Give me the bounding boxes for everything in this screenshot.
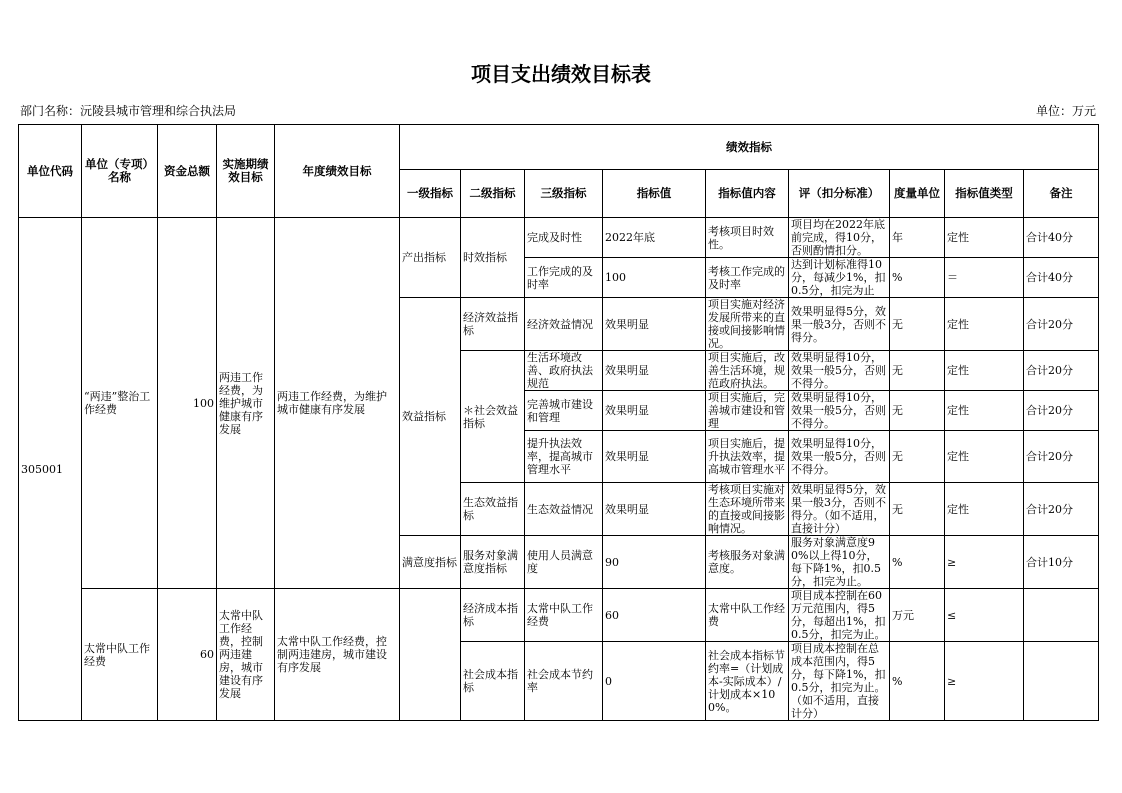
remark-cell: 合计40分 xyxy=(1024,218,1099,258)
unit-cell: 无 xyxy=(890,391,945,431)
remark-cell: 合计40分 xyxy=(1024,258,1099,298)
type-cell: 定性 xyxy=(945,351,1024,391)
period-goal-cell: 太常中队工作经费，控制两违建房，城市建设有序发展 xyxy=(217,589,275,721)
level2-cell: 服务对象满意度指标 xyxy=(461,536,525,589)
period-goal-cell: 两违工作经费，为维护城市健康有序发展 xyxy=(217,218,275,589)
amount-cell: 60 xyxy=(158,589,217,721)
level3-cell: 完成及时性 xyxy=(525,218,603,258)
content-cell: 太常中队工作经费 xyxy=(706,589,789,642)
level3-cell: 工作完成的及时率 xyxy=(525,258,603,298)
type-cell: ≥ xyxy=(945,536,1024,589)
page-title: 项目支出绩效目标表 xyxy=(471,62,651,86)
level2-cell: 经济效益指标 xyxy=(461,298,525,351)
header-total-funds: 资金总额 xyxy=(158,125,217,218)
header-unit-code: 单位代码 xyxy=(19,125,82,218)
unit-cell: % xyxy=(890,258,945,298)
value-cell: 90 xyxy=(603,536,706,589)
remark-cell xyxy=(1024,589,1099,642)
level3-cell: 太常中队工作经费 xyxy=(525,589,603,642)
level1-cell: 效益指标 xyxy=(400,298,461,536)
type-cell: 定性 xyxy=(945,298,1024,351)
score-cell: 项目成本控制在总成本范围内，得5分，每下降1%，扣0.5分，扣完为止。（如不适用，直接计分） xyxy=(789,642,890,721)
unit-cell: 无 xyxy=(890,483,945,536)
level3-cell: 经济效益情况 xyxy=(525,298,603,351)
type-cell: 定性 xyxy=(945,431,1024,483)
remark-cell: 合计10分 xyxy=(1024,536,1099,589)
unit-cell: % xyxy=(890,536,945,589)
header-value: 指标值 xyxy=(603,170,706,218)
header-value-type: 指标值类型 xyxy=(945,170,1024,218)
unit-cell: 万元 xyxy=(890,589,945,642)
unit-cell: 年 xyxy=(890,218,945,258)
level3-cell: 社会成本节约率 xyxy=(525,642,603,721)
annual-goal-cell: 两违工作经费，为维护城市健康有序发展 xyxy=(275,218,400,589)
level2-cell: 社会成本指标 xyxy=(461,642,525,721)
level3-cell: 生态效益情况 xyxy=(525,483,603,536)
score-cell: 效果明显得10分，效果一般5分，否则不得分。 xyxy=(789,351,890,391)
content-cell: 考核项目时效性。 xyxy=(706,218,789,258)
level1-cell: 产出指标 xyxy=(400,218,461,298)
type-cell: ＝ xyxy=(945,258,1024,298)
header-period-goal: 实施期绩效目标 xyxy=(217,125,275,218)
annual-goal-cell: 太常中队工作经费，控制两违建房，城市建设有序发展 xyxy=(275,589,400,721)
content-cell: 项目实施后，提升执法效率，提高城市管理水平 xyxy=(706,431,789,483)
unit-cell: 无 xyxy=(890,298,945,351)
header-remarks: 备注 xyxy=(1024,170,1099,218)
content-cell: 项目实施后，完善城市建设和管理 xyxy=(706,391,789,431)
project-name-cell: 太常中队工作经费 xyxy=(82,589,158,721)
header-scoring: 评（扣分标准） xyxy=(789,170,890,218)
value-cell: 效果明显 xyxy=(603,431,706,483)
content-cell: 社会成本指标节约率=（计划成本-实际成本）/计划成本×100%。 xyxy=(706,642,789,721)
type-cell: ≤ xyxy=(945,589,1024,642)
value-cell: 100 xyxy=(603,258,706,298)
type-cell: 定性 xyxy=(945,483,1024,536)
score-cell: 效果明显得5分，效果一般3分，否则不得分。 xyxy=(789,298,890,351)
level1-cell: 满意度指标 xyxy=(400,536,461,589)
remark-cell: 合计20分 xyxy=(1024,298,1099,351)
department-name: 部门名称：沅陵县城市管理和综合执法局 xyxy=(20,104,237,118)
header-annual-goal: 年度绩效目标 xyxy=(275,125,400,218)
value-cell: 效果明显 xyxy=(603,483,706,536)
table-row xyxy=(19,218,1099,258)
currency-unit: 单位：万元 xyxy=(1035,104,1096,118)
value-cell: 2022年底 xyxy=(603,218,706,258)
level3-cell: 使用人员满意度 xyxy=(525,536,603,589)
level3-cell: 生活环境改善、政府执法规范 xyxy=(525,351,603,391)
performance-table xyxy=(18,124,1099,721)
type-cell: ≥ xyxy=(945,642,1024,721)
unit-code-cell: 305001 xyxy=(19,218,82,721)
type-cell: 定性 xyxy=(945,391,1024,431)
level2-cell: ＊社会效益指标 xyxy=(461,351,525,483)
header-level2: 二级指标 xyxy=(461,170,525,218)
score-cell: 项目成本控制在60万元范围内，得5分，每超出1%，扣0.5分，扣完为止。 xyxy=(789,589,890,642)
remark-cell: 合计20分 xyxy=(1024,391,1099,431)
content-cell: 考核服务对象满意度。 xyxy=(706,536,789,589)
content-cell: 项目实施后，改善生活环境，规范政府执法。 xyxy=(706,351,789,391)
header-perf-indicators: 绩效指标 xyxy=(400,125,1099,170)
level2-cell: 时效指标 xyxy=(461,218,525,298)
level3-cell: 完善城市建设和管理 xyxy=(525,391,603,431)
score-cell: 服务对象满意度90%以上得10分，每下降1%，扣0.5分，扣完为止。 xyxy=(789,536,890,589)
header-row-1 xyxy=(19,125,1099,170)
level3-cell: 提升执法效率，提高城市管理水平 xyxy=(525,431,603,483)
remark-cell: 合计20分 xyxy=(1024,431,1099,483)
value-cell: 0 xyxy=(603,642,706,721)
remark-cell: 合计20分 xyxy=(1024,351,1099,391)
header-project-name: 单位（专项）名称 xyxy=(82,125,158,218)
header-measure-unit: 度量单位 xyxy=(890,170,945,218)
remark-cell: 合计20分 xyxy=(1024,483,1099,536)
header-level3: 三级指标 xyxy=(525,170,603,218)
value-cell: 效果明显 xyxy=(603,391,706,431)
value-cell: 效果明显 xyxy=(603,298,706,351)
table-row xyxy=(19,589,1099,642)
amount-cell: 100 xyxy=(158,218,217,589)
unit-cell: 无 xyxy=(890,431,945,483)
score-cell: 效果明显得10分，效果一般5分，否则不得分。 xyxy=(789,431,890,483)
score-cell: 效果明显得10分，效果一般5分，否则不得分。 xyxy=(789,391,890,431)
score-cell: 达到计划标准得10分，每减少1%，扣0.5分，扣完为止 xyxy=(789,258,890,298)
unit-cell: % xyxy=(890,642,945,721)
header-level1: 一级指标 xyxy=(400,170,461,218)
level2-cell: 生态效益指标 xyxy=(461,483,525,536)
header-value-content: 指标值内容 xyxy=(706,170,789,218)
content-cell: 项目实施对经济发展所带来的直接或间接影响情况。 xyxy=(706,298,789,351)
score-cell: 效果明显得5分，效果一般3分，否则不得分。（如不适用，直接计分） xyxy=(789,483,890,536)
project-name-cell: “两违”整治工作经费 xyxy=(82,218,158,589)
content-cell: 考核项目实施对生态环境所带来的直接或间接影响情况。 xyxy=(706,483,789,536)
level1-cell xyxy=(400,589,461,721)
score-cell: 项目均在2022年底前完成，得10分，否则酌情扣分。 xyxy=(789,218,890,258)
level2-cell: 经济成本指标 xyxy=(461,589,525,642)
type-cell: 定性 xyxy=(945,218,1024,258)
unit-cell: 无 xyxy=(890,351,945,391)
value-cell: 效果明显 xyxy=(603,351,706,391)
remark-cell xyxy=(1024,642,1099,721)
content-cell: 考核工作完成的及时率 xyxy=(706,258,789,298)
value-cell: 60 xyxy=(603,589,706,642)
